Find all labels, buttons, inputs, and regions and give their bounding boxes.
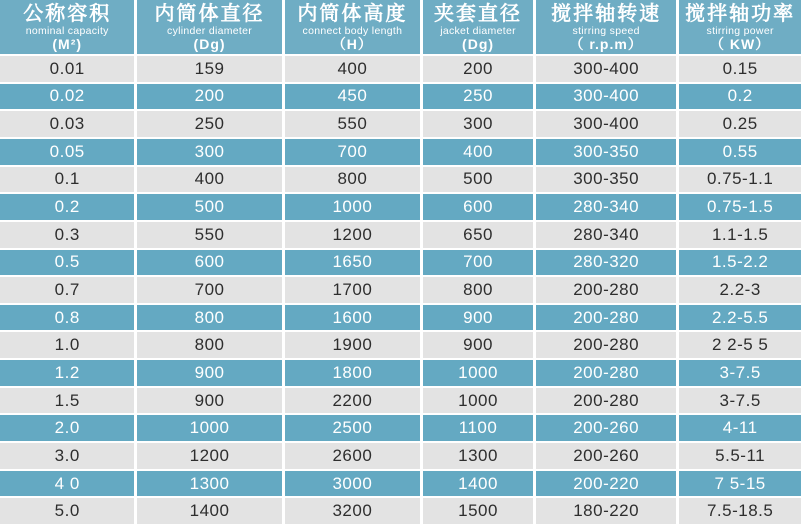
table-cell: 0.02	[0, 84, 134, 110]
table-cell: 450	[285, 84, 420, 110]
table-cell: 700	[423, 250, 533, 276]
table-cell: 400	[423, 139, 533, 165]
table-cell: 1300	[423, 443, 533, 469]
table-cell: 200-280	[536, 332, 676, 358]
table-cell: 3-7.5	[679, 360, 801, 386]
table-cell: 1200	[137, 443, 281, 469]
table-cell: 1600	[285, 305, 420, 331]
table-cell: 0.8	[0, 305, 134, 331]
table-cell: 180-220	[536, 498, 676, 524]
table-cell: 900	[423, 305, 533, 331]
header-unit-label: (M²)	[52, 35, 83, 52]
table-cell: 159	[137, 56, 281, 82]
table-cell: 2.0	[0, 415, 134, 441]
table-header-row	[0, 0, 801, 54]
header-cylinder-diameter	[137, 0, 281, 54]
table-cell: 5.5-11	[679, 443, 801, 469]
table-cell: 1.5	[0, 388, 134, 414]
table-cell: 280-340	[536, 194, 676, 220]
header-en-label: stirring speed	[572, 24, 640, 37]
table-cell: 800	[285, 167, 420, 193]
header-zh-label: 夹套直径	[434, 2, 523, 25]
table-cell: 0.15	[679, 56, 801, 82]
table-cell: 300-400	[536, 84, 676, 110]
table-cell: 1100	[423, 415, 533, 441]
header-nominal-capacity	[0, 0, 134, 54]
table-cell: 300-350	[536, 139, 676, 165]
table-cell: 3200	[285, 498, 420, 524]
table-cell: 1000	[423, 388, 533, 414]
table-cell: 0.75-1.5	[679, 194, 801, 220]
header-en-label: jacket diameter	[440, 24, 516, 37]
table-cell: 2500	[285, 415, 420, 441]
table-cell: 250	[423, 84, 533, 110]
table-cell: 0.01	[0, 56, 134, 82]
header-zh-label: 公称容积	[23, 2, 112, 25]
table-cell: 500	[137, 194, 281, 220]
table-cell: 1900	[285, 332, 420, 358]
table-cell: 400	[285, 56, 420, 82]
table-cell: 1800	[285, 360, 420, 386]
table-cell: 1200	[285, 222, 420, 248]
table-cell: 7 5-15	[679, 471, 801, 497]
table-cell: 1400	[423, 471, 533, 497]
table-cell: 300	[423, 111, 533, 137]
table-cell: 1000	[137, 415, 281, 441]
header-en-label: cylinder diameter	[167, 24, 253, 37]
table-cell: 0.03	[0, 111, 134, 137]
header-jacket-diameter	[423, 0, 533, 54]
table-cell: 2.2-3	[679, 277, 801, 303]
table-cell: 550	[137, 222, 281, 248]
table-cell: 200-280	[536, 305, 676, 331]
table-cell: 3-7.5	[679, 388, 801, 414]
table-cell: 0.5	[0, 250, 134, 276]
table-cell: 0.2	[0, 194, 134, 220]
table-cell: 0.7	[0, 277, 134, 303]
table-cell: 7.5-18.5	[679, 498, 801, 524]
header-unit-label: （ r.p.m）	[569, 35, 643, 52]
header-unit-label: （H）	[331, 35, 373, 52]
header-unit-label: （ KW）	[710, 35, 771, 52]
header-zh-label: 内筒体直径	[154, 2, 265, 25]
table-cell: 900	[137, 360, 281, 386]
table-cell: 900	[423, 332, 533, 358]
table-cell: 800	[137, 332, 281, 358]
table-cell: 200	[137, 84, 281, 110]
table-cell: 0.25	[679, 111, 801, 137]
table-cell: 1700	[285, 277, 420, 303]
table-cell: 2600	[285, 443, 420, 469]
table-cell: 200-220	[536, 471, 676, 497]
table-cell: 800	[137, 305, 281, 331]
table-cell: 0.1	[0, 167, 134, 193]
header-en-label: stirring power	[706, 24, 774, 37]
table-cell: 1000	[285, 194, 420, 220]
header-zh-label: 内筒体高度	[297, 2, 408, 25]
table-cell: 550	[285, 111, 420, 137]
header-unit-label: (Dg)	[193, 35, 226, 52]
table-body	[0, 56, 801, 527]
table-cell: 700	[285, 139, 420, 165]
table-cell: 200-280	[536, 360, 676, 386]
table-cell: 650	[423, 222, 533, 248]
table-cell: 1.1-1.5	[679, 222, 801, 248]
table-cell: 2 2-5 5	[679, 332, 801, 358]
table-cell: 800	[423, 277, 533, 303]
table-cell: 900	[137, 388, 281, 414]
table-cell: 0.3	[0, 222, 134, 248]
table-cell: 0.05	[0, 139, 134, 165]
table-cell: 200-280	[536, 277, 676, 303]
table-cell: 700	[137, 277, 281, 303]
table-cell: 5.0	[0, 498, 134, 524]
table-cell: 2.2-5.5	[679, 305, 801, 331]
table-cell: 2200	[285, 388, 420, 414]
table-cell: 0.55	[679, 139, 801, 165]
table-cell: 1000	[423, 360, 533, 386]
table-cell: 280-320	[536, 250, 676, 276]
header-unit-label: (Dg)	[462, 35, 495, 52]
table-cell: 600	[423, 194, 533, 220]
header-en-label: nominal capacity	[25, 24, 109, 37]
header-en-label: connect body length	[302, 24, 403, 37]
table-cell: 500	[423, 167, 533, 193]
table-cell: 1650	[285, 250, 420, 276]
table-cell: 1.5-2.2	[679, 250, 801, 276]
header-stirring-power	[679, 0, 801, 54]
table-cell: 3000	[285, 471, 420, 497]
table-cell: 0.75-1.1	[679, 167, 801, 193]
table-cell: 300-400	[536, 111, 676, 137]
table-cell: 200-260	[536, 443, 676, 469]
header-zh-label: 搅拌轴转速	[551, 2, 662, 25]
header-zh-label: 搅拌轴功率	[685, 2, 796, 25]
table-cell: 300	[137, 139, 281, 165]
table-cell: 280-340	[536, 222, 676, 248]
table-cell: 250	[137, 111, 281, 137]
table-cell: 300-400	[536, 56, 676, 82]
table-cell: 1.2	[0, 360, 134, 386]
table-cell: 4-11	[679, 415, 801, 441]
table-cell: 1400	[137, 498, 281, 524]
table-cell: 200-280	[536, 388, 676, 414]
table-cell: 400	[137, 167, 281, 193]
table-cell: 1300	[137, 471, 281, 497]
header-stirring-speed	[536, 0, 676, 54]
table-cell: 200	[423, 56, 533, 82]
table-cell: 4 0	[0, 471, 134, 497]
table-cell: 1500	[423, 498, 533, 524]
table-cell: 200-260	[536, 415, 676, 441]
table-cell: 3.0	[0, 443, 134, 469]
header-body-height	[285, 0, 420, 54]
table-cell: 600	[137, 250, 281, 276]
table-cell: 1.0	[0, 332, 134, 358]
table-cell: 300-350	[536, 167, 676, 193]
table-cell: 0.2	[679, 84, 801, 110]
